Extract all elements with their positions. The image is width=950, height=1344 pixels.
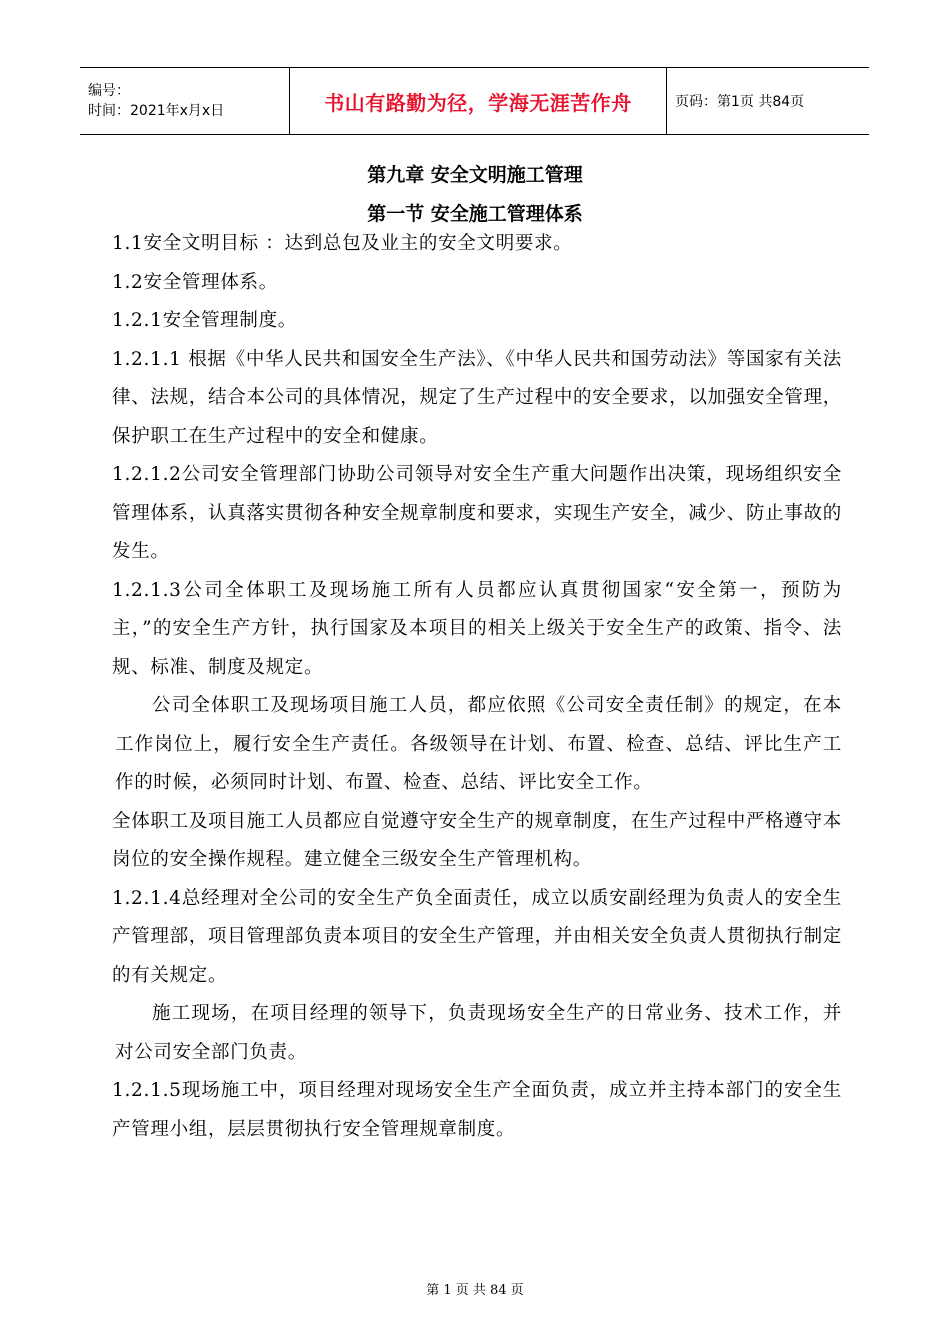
paragraph: 1.1安全文明目标 ：达到总包及业主的安全文明要求。	[112, 233, 573, 254]
paragraph: 施工现场，在项目经理的领导下，负责现场安全生产的日常业务、技术工作，并对公司安全部门负责。	[115, 1003, 842, 1063]
paragraph: 1.2.1.1 根据《中华人民共和国安全生产法》、《中华人民共和国劳动法》等国家有关法律、法规，结合本公司的具体情况，规定了生产过程中的安全要求，以加强安全管理，保护职工在生产过程中的安全和健康。	[112, 348, 842, 447]
paragraph: 1.2.1.2公司安全管理部门协助公司领导对安全生产重大问题作出决策，现场组织安全管理体系，认真落实贯彻各种安全规章制度和要求，实现生产安全，减少、防止事故的发生。	[112, 464, 842, 562]
page-info: 页码：第1页 共84页	[667, 68, 870, 135]
number-label: 编号：	[88, 83, 130, 99]
paragraph: 1.2.1.5现场施工中，项目经理对现场安全生产全面负责，成立并主持本部门的安全生产管理小组，层层贯彻执行安全管理规章制度。	[112, 1080, 842, 1140]
header-meta	[80, 68, 290, 135]
motto: 书山有路勤为径，学海无涯苦作舟	[324, 90, 632, 115]
paragraph: 全体职工及项目施工人员都应自觉遵守安全生产的规章制度，在生产过程中严格遵守本岗位的安全操作规程。建立健全三级安全生产管理机构。	[112, 810, 842, 870]
section-title: 第一节 安全施工管理体系	[367, 203, 583, 225]
date-label: 时间：2021年x月x日	[88, 103, 225, 119]
paragraph: 1.2安全管理体系。	[112, 271, 278, 293]
paragraph: 1.2.1.3公司全体职工及现场施工所有人员都应认真贯彻国家“安全第一，预防为主，”的安全生产方针，执行国家及本项目的相关上级关于安全生产的政策、指令、法规、标准、制度及规定。	[112, 579, 842, 678]
paragraph: 1.2.1.4总经理对全公司的安全生产负全面责任，成立以质安副经理为负责人的安全生产管理部，项目管理部负责本项目的安全生产管理，并由相关安全负责人贯彻执行制定的有关规定。	[112, 887, 842, 986]
header-table	[80, 67, 869, 135]
document-body	[112, 225, 842, 1149]
paragraph: 公司全体职工及现场项目施工人员，都应依照《公司安全责任制》的规定，在本工作岗位上，履行安全生产责任。各级领导在计划、布置、检查、总结、评比生产工作的时候，必须同时计划、布置、检查、总结、评比安全工作。	[115, 695, 842, 793]
paragraph: 1.2.1安全管理制度。	[112, 310, 297, 331]
chapter-title: 第九章 安全文明施工管理	[367, 164, 583, 186]
page-footer: 第 1 页 共 84 页	[426, 1283, 524, 1298]
header-motto-cell	[290, 68, 667, 135]
